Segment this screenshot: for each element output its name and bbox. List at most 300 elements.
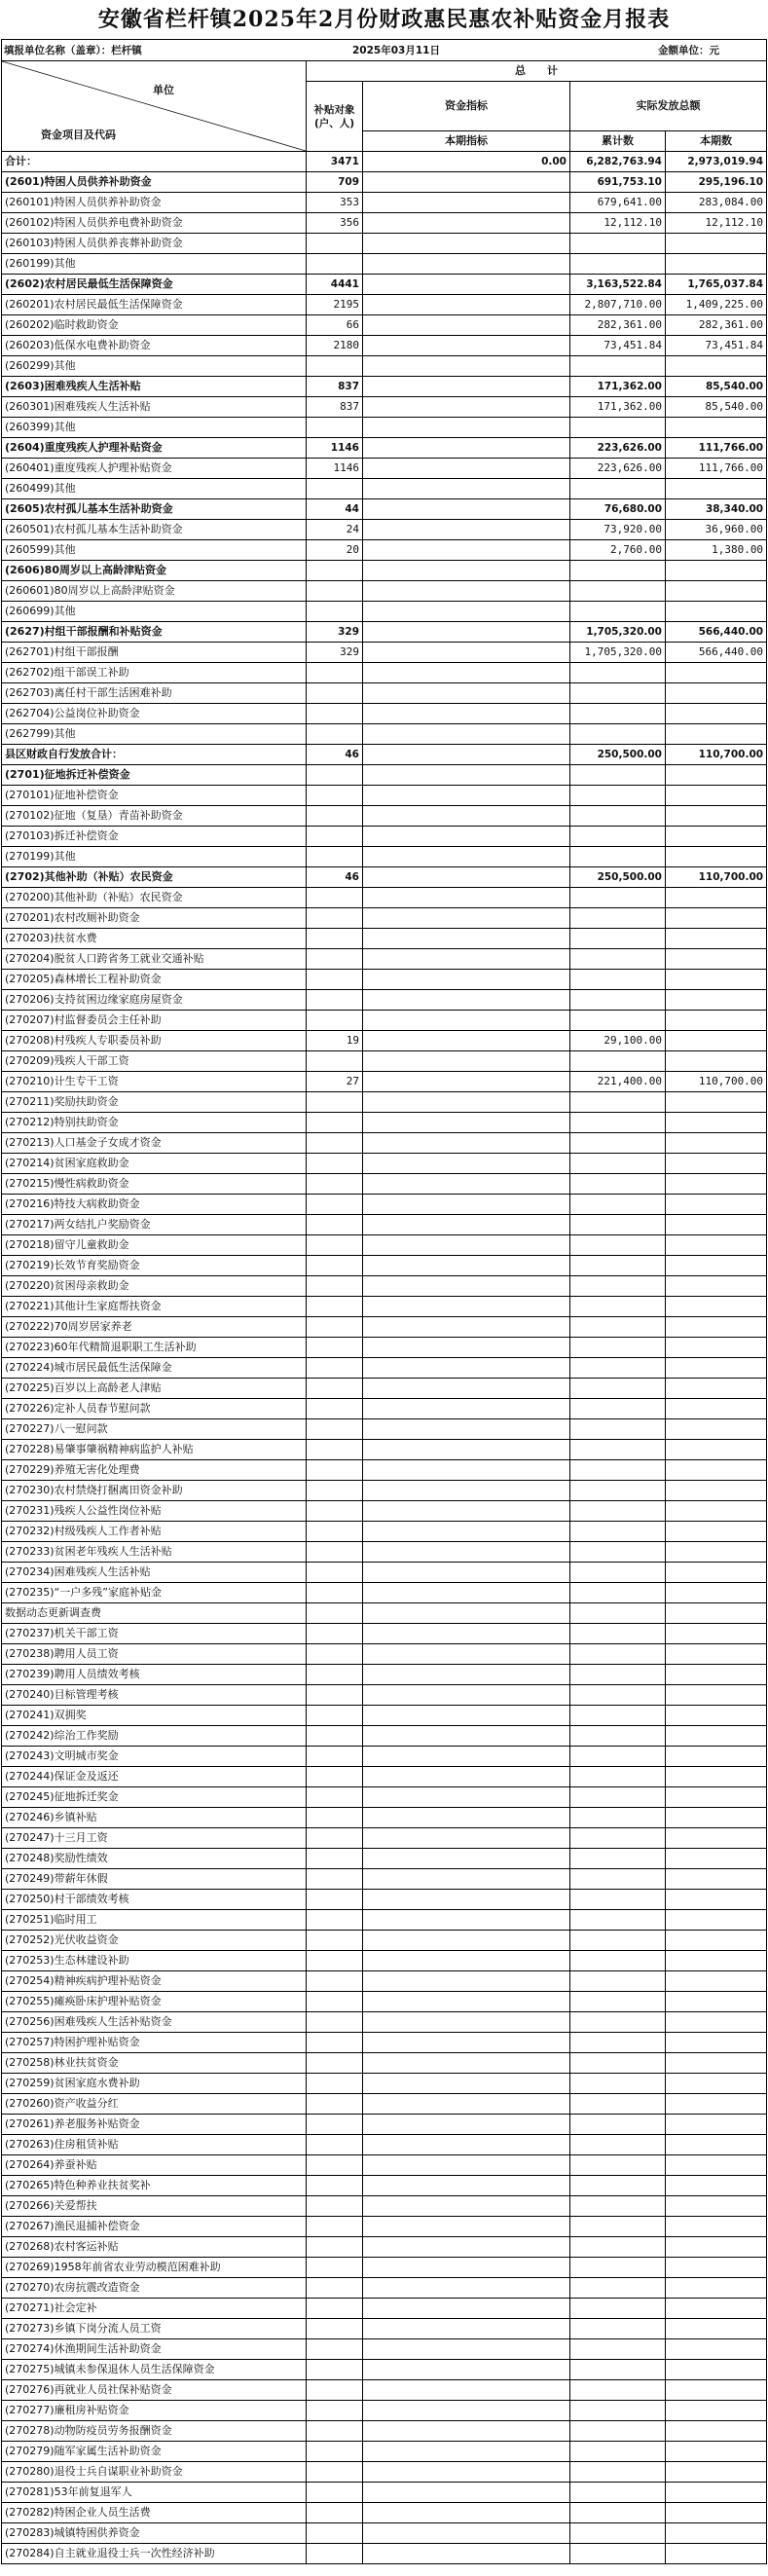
row-cumulative-cell bbox=[570, 2176, 666, 2196]
row-name-cell: (270220)贫困母亲救助金 bbox=[2, 1276, 307, 1297]
row-cumulative-cell bbox=[570, 1951, 666, 1971]
row-period-cell bbox=[666, 2033, 767, 2053]
row-name-cell: (270261)养老服务补贴资金 bbox=[2, 2115, 307, 2135]
row-quota-cell bbox=[363, 2401, 570, 2421]
row-name-cell: (2605)农村孤儿基本生活补助资金 bbox=[2, 499, 307, 520]
row-quota-cell bbox=[363, 1379, 570, 1399]
row-period-cell bbox=[666, 2442, 767, 2462]
row-quota-cell bbox=[363, 724, 570, 745]
table-row bbox=[2, 1583, 767, 1603]
row-period-cell bbox=[666, 970, 767, 990]
row-name-cell: (270224)城市居民最低生活保障金 bbox=[2, 1358, 307, 1379]
row-cumulative-cell bbox=[570, 1808, 666, 1828]
row-period-cell bbox=[666, 1849, 767, 1869]
row-recipients-cell bbox=[307, 2462, 363, 2483]
row-period-cell bbox=[666, 1890, 767, 1910]
row-cumulative-cell: 12,112.10 bbox=[570, 213, 666, 234]
row-cumulative-cell: 73,920.00 bbox=[570, 520, 666, 540]
row-quota-cell bbox=[363, 418, 570, 438]
table-row bbox=[2, 2380, 767, 2401]
row-quota-cell bbox=[363, 1072, 570, 1092]
row-quota-cell bbox=[363, 827, 570, 847]
row-period-cell bbox=[666, 990, 767, 1011]
row-cumulative-cell: 29,100.00 bbox=[570, 1031, 666, 1051]
row-cumulative-cell bbox=[570, 1726, 666, 1747]
row-quota-cell bbox=[363, 929, 570, 949]
row-recipients-cell bbox=[307, 929, 363, 949]
row-name-cell: (270218)留守儿童救助金 bbox=[2, 1235, 307, 1256]
row-cumulative-cell bbox=[570, 254, 666, 275]
table-row bbox=[2, 1685, 767, 1706]
row-name-cell: (270251)临时用工 bbox=[2, 1910, 307, 1931]
row-period-cell: 1,409,225.00 bbox=[666, 295, 767, 315]
row-cumulative-cell bbox=[570, 847, 666, 867]
row-quota-cell bbox=[363, 683, 570, 704]
row-name-cell: (260202)临时救助资金 bbox=[2, 315, 307, 336]
table-row bbox=[2, 1133, 767, 1154]
row-cumulative-cell bbox=[570, 683, 666, 704]
row-recipients-cell: 329 bbox=[307, 622, 363, 643]
row-period-cell: 566,440.00 bbox=[666, 622, 767, 643]
table-row bbox=[2, 2135, 767, 2155]
row-quota-cell bbox=[363, 2074, 570, 2094]
row-quota-cell bbox=[363, 1808, 570, 1828]
table-row bbox=[2, 1440, 767, 1460]
row-name-cell: 数据动态更新调查费 bbox=[2, 1603, 307, 1624]
row-name-cell: (270279)随军家属生活补助资金 bbox=[2, 2442, 307, 2462]
table-row bbox=[2, 643, 767, 663]
row-period-cell: 36,960.00 bbox=[666, 520, 767, 540]
row-name-cell: (270101)征地补偿资金 bbox=[2, 786, 307, 806]
row-quota-cell bbox=[363, 1256, 570, 1276]
table-row bbox=[2, 929, 767, 949]
row-period-cell bbox=[666, 1808, 767, 1828]
row-name-cell: (270270)农房抗震改造资金 bbox=[2, 2278, 307, 2299]
row-name-cell: (270211)奖励扶助资金 bbox=[2, 1092, 307, 1113]
row-recipients-cell bbox=[307, 2258, 363, 2278]
row-period-cell bbox=[666, 2339, 767, 2360]
table-row bbox=[2, 2237, 767, 2258]
row-recipients-cell bbox=[307, 949, 363, 970]
row-cumulative-cell bbox=[570, 806, 666, 827]
row-name-cell: (2702)其他补助（补贴）农民资金 bbox=[2, 867, 307, 888]
row-name-cell: (270276)再就业人员社保补贴资金 bbox=[2, 2380, 307, 2401]
row-recipients-cell: 44 bbox=[307, 499, 363, 520]
row-recipients-cell bbox=[307, 806, 363, 827]
row-quota-cell bbox=[363, 1890, 570, 1910]
table-row bbox=[2, 888, 767, 908]
table-row bbox=[2, 1379, 767, 1399]
row-period-cell bbox=[666, 1992, 767, 2012]
row-quota-cell bbox=[363, 1665, 570, 1685]
row-name-cell: (270223)60年代精简退职职工生活补助 bbox=[2, 1338, 307, 1358]
row-quota-cell bbox=[363, 643, 570, 663]
row-cumulative-cell bbox=[570, 418, 666, 438]
row-period-cell bbox=[666, 724, 767, 745]
row-period-cell bbox=[666, 2094, 767, 2115]
row-quota-cell bbox=[363, 908, 570, 929]
row-period-cell bbox=[666, 806, 767, 827]
header-quota-period: 本期指标 bbox=[363, 131, 570, 152]
table-row bbox=[2, 1869, 767, 1890]
row-quota-cell bbox=[363, 1869, 570, 1890]
row-quota-cell bbox=[363, 1011, 570, 1031]
row-name-cell: (270207)村监督委员会主任补助 bbox=[2, 1011, 307, 1031]
row-period-cell bbox=[666, 1460, 767, 1481]
row-quota-cell bbox=[363, 1992, 570, 2012]
row-period-cell bbox=[666, 2523, 767, 2544]
table-row bbox=[2, 540, 767, 561]
row-name-cell: (270222)70周岁居家养老 bbox=[2, 1317, 307, 1338]
row-name-cell: (270239)聘用人员绩效考核 bbox=[2, 1665, 307, 1685]
row-quota-cell bbox=[363, 765, 570, 786]
row-recipients-cell bbox=[307, 479, 363, 499]
row-period-cell bbox=[666, 1624, 767, 1644]
row-cumulative-cell bbox=[570, 1092, 666, 1113]
table-row bbox=[2, 2544, 767, 2564]
table-row bbox=[2, 2155, 767, 2176]
row-period-cell bbox=[666, 663, 767, 683]
row-cumulative-cell: 221,400.00 bbox=[570, 1072, 666, 1092]
table-row bbox=[2, 2442, 767, 2462]
row-quota-cell bbox=[363, 1481, 570, 1501]
table-row bbox=[2, 683, 767, 704]
row-period-cell bbox=[666, 1092, 767, 1113]
row-name-cell: (270259)贫困家庭水费补助 bbox=[2, 2074, 307, 2094]
row-period-cell bbox=[666, 1603, 767, 1624]
row-recipients-cell bbox=[307, 1113, 363, 1133]
row-cumulative-cell: 171,362.00 bbox=[570, 397, 666, 418]
row-quota-cell bbox=[363, 1624, 570, 1644]
row-name-cell: (270252)光伏收益资金 bbox=[2, 1931, 307, 1951]
table-row bbox=[2, 867, 767, 888]
row-recipients-cell bbox=[307, 663, 363, 683]
row-cumulative-cell bbox=[570, 356, 666, 377]
row-quota-cell bbox=[363, 2544, 570, 2564]
row-name-cell: (270206)支持贫困边缘家庭房屋资金 bbox=[2, 990, 307, 1011]
row-quota-cell bbox=[363, 1031, 570, 1051]
row-period-cell bbox=[666, 683, 767, 704]
table-row bbox=[2, 2503, 767, 2523]
row-quota-cell bbox=[363, 1215, 570, 1235]
table-row bbox=[2, 1113, 767, 1133]
row-recipients-cell bbox=[307, 1195, 363, 1215]
row-period-cell: 111,766.00 bbox=[666, 438, 767, 459]
row-name-cell: (260499)其他 bbox=[2, 479, 307, 499]
row-cumulative-cell bbox=[570, 2339, 666, 2360]
row-period-cell bbox=[666, 1031, 767, 1051]
row-name-cell: (270283)城镇特困供养资金 bbox=[2, 2523, 307, 2544]
row-recipients-cell: 3471 bbox=[307, 152, 363, 172]
row-name-cell: (270241)双拥奖 bbox=[2, 1706, 307, 1726]
row-recipients-cell bbox=[307, 1808, 363, 1828]
row-period-cell: 1,380.00 bbox=[666, 540, 767, 561]
row-recipients-cell bbox=[307, 847, 363, 867]
row-period-cell bbox=[666, 1215, 767, 1235]
row-name-cell: (270267)渔民退捕补偿资金 bbox=[2, 2217, 307, 2237]
row-cumulative-cell bbox=[570, 888, 666, 908]
row-name-cell: (270102)征地（复垦）青苗补助资金 bbox=[2, 806, 307, 827]
row-period-cell bbox=[666, 2115, 767, 2135]
row-name-cell: (270221)其他计生家庭帮扶资金 bbox=[2, 1297, 307, 1317]
row-cumulative-cell bbox=[570, 2360, 666, 2380]
row-period-cell bbox=[666, 418, 767, 438]
row-recipients-cell bbox=[307, 1542, 363, 1563]
row-quota-cell bbox=[363, 1644, 570, 1665]
row-name-cell: (270250)村干部绩效考核 bbox=[2, 1890, 307, 1910]
header-paid-period: 本期数 bbox=[666, 131, 767, 152]
row-cumulative-cell bbox=[570, 581, 666, 602]
row-cumulative-cell: 73,451.84 bbox=[570, 336, 666, 356]
row-quota-cell bbox=[363, 888, 570, 908]
row-cumulative-cell bbox=[570, 1481, 666, 1501]
row-period-cell bbox=[666, 254, 767, 275]
row-name-cell: (270265)特色种养业扶贫奖补 bbox=[2, 2176, 307, 2196]
row-cumulative-cell: 250,500.00 bbox=[570, 867, 666, 888]
row-cumulative-cell bbox=[570, 1603, 666, 1624]
table-row bbox=[2, 2053, 767, 2074]
row-recipients-cell: 66 bbox=[307, 315, 363, 336]
row-period-cell bbox=[666, 1011, 767, 1031]
row-recipients-cell bbox=[307, 1317, 363, 1338]
row-recipients-cell bbox=[307, 888, 363, 908]
header-paid-cumulative: 累计数 bbox=[570, 131, 666, 152]
table-row bbox=[2, 2421, 767, 2442]
row-quota-cell bbox=[363, 1317, 570, 1338]
table-row bbox=[2, 724, 767, 745]
table-row bbox=[2, 2217, 767, 2237]
row-name-cell: (270284)自主就业退役士兵一次性经济补助 bbox=[2, 2544, 307, 2564]
row-cumulative-cell bbox=[570, 1971, 666, 1992]
row-period-cell bbox=[666, 827, 767, 847]
row-recipients-cell bbox=[307, 1256, 363, 1276]
row-recipients-cell bbox=[307, 2339, 363, 2360]
row-recipients-cell bbox=[307, 1174, 363, 1195]
row-period-cell bbox=[666, 1931, 767, 1951]
table-row bbox=[2, 2339, 767, 2360]
row-quota-cell bbox=[363, 704, 570, 724]
row-name-cell: (270244)保证金及返还 bbox=[2, 1767, 307, 1787]
table-row bbox=[2, 786, 767, 806]
row-name-cell: (270237)机关干部工资 bbox=[2, 1624, 307, 1644]
row-cumulative-cell bbox=[570, 724, 666, 745]
table-row bbox=[2, 1011, 767, 1031]
row-quota-cell bbox=[363, 1603, 570, 1624]
row-cumulative-cell bbox=[570, 2523, 666, 2544]
row-name-cell: (270205)森林增长工程补助资金 bbox=[2, 970, 307, 990]
row-period-cell bbox=[666, 1133, 767, 1154]
row-quota-cell bbox=[363, 499, 570, 520]
row-cumulative-cell bbox=[570, 663, 666, 683]
row-period-cell bbox=[666, 949, 767, 970]
row-period-cell bbox=[666, 1317, 767, 1338]
row-quota-cell bbox=[363, 1706, 570, 1726]
table-row bbox=[2, 2278, 767, 2299]
row-cumulative-cell: 2,807,710.00 bbox=[570, 295, 666, 315]
table-row bbox=[2, 1235, 767, 1256]
row-name-cell: (260201)农村居民最低生活保障资金 bbox=[2, 295, 307, 315]
row-name-cell: (260101)特困人员供养补助资金 bbox=[2, 193, 307, 213]
table-row bbox=[2, 1890, 767, 1910]
row-quota-cell bbox=[363, 1297, 570, 1317]
row-name-cell: (270248)奖励性绩效 bbox=[2, 1849, 307, 1869]
row-name-cell: (270263)住房租赁补贴 bbox=[2, 2135, 307, 2155]
row-cumulative-cell bbox=[570, 2278, 666, 2299]
row-cumulative-cell bbox=[570, 2135, 666, 2155]
row-quota-cell bbox=[363, 1154, 570, 1174]
row-period-cell bbox=[666, 581, 767, 602]
row-period-cell bbox=[666, 2258, 767, 2278]
row-name-cell: (260401)重度残疾人护理补贴资金 bbox=[2, 459, 307, 479]
row-cumulative-cell: 223,626.00 bbox=[570, 438, 666, 459]
header-total: 总 计 bbox=[307, 61, 767, 82]
row-recipients-cell bbox=[307, 724, 363, 745]
row-recipients-cell bbox=[307, 1092, 363, 1113]
row-name-cell: (270245)征地拆迁奖金 bbox=[2, 1787, 307, 1808]
row-period-cell bbox=[666, 1399, 767, 1419]
row-recipients-cell: 4441 bbox=[307, 275, 363, 295]
row-recipients-cell bbox=[307, 683, 363, 704]
row-name-cell: (270247)十三月工资 bbox=[2, 1828, 307, 1849]
row-period-cell bbox=[666, 2483, 767, 2503]
row-name-cell: 合计： bbox=[2, 152, 307, 172]
row-recipients-cell bbox=[307, 2523, 363, 2544]
row-name-cell: (260299)其他 bbox=[2, 356, 307, 377]
row-name-cell: (270249)带薪年休假 bbox=[2, 1869, 307, 1890]
row-name-cell: (260601)80周岁以上高龄津贴资金 bbox=[2, 581, 307, 602]
table-row bbox=[2, 2176, 767, 2196]
row-period-cell bbox=[666, 2278, 767, 2299]
row-quota-cell bbox=[363, 295, 570, 315]
row-period-cell: 1,765,037.84 bbox=[666, 275, 767, 295]
row-period-cell: 110,700.00 bbox=[666, 867, 767, 888]
row-cumulative-cell bbox=[570, 908, 666, 929]
row-period-cell bbox=[666, 1276, 767, 1297]
row-quota-cell bbox=[363, 2380, 570, 2401]
row-recipients-cell: 19 bbox=[307, 1031, 363, 1051]
row-name-cell: (270232)村级残疾人工作者补贴 bbox=[2, 1522, 307, 1542]
row-recipients-cell: 27 bbox=[307, 1072, 363, 1092]
row-recipients-cell bbox=[307, 1971, 363, 1992]
table-row bbox=[2, 1563, 767, 1583]
table-row bbox=[2, 397, 767, 418]
row-cumulative-cell bbox=[570, 1869, 666, 1890]
row-period-cell bbox=[666, 1951, 767, 1971]
row-quota-cell bbox=[363, 1747, 570, 1767]
table-row bbox=[2, 561, 767, 581]
row-name-cell: (2606)80周岁以上高龄津贴资金 bbox=[2, 561, 307, 581]
table-row bbox=[2, 581, 767, 602]
row-name-cell: (270278)动物防疫员劳务报酬资金 bbox=[2, 2421, 307, 2442]
row-recipients-cell bbox=[307, 602, 363, 622]
row-period-cell bbox=[666, 1522, 767, 1542]
row-name-cell: (270264)养蚕补贴 bbox=[2, 2155, 307, 2176]
row-recipients-cell bbox=[307, 1501, 363, 1522]
row-cumulative-cell bbox=[570, 1256, 666, 1276]
table-row bbox=[2, 806, 767, 827]
row-period-cell bbox=[666, 2135, 767, 2155]
row-quota-cell bbox=[363, 1399, 570, 1419]
row-cumulative-cell bbox=[570, 1992, 666, 2012]
row-name-cell: (270230)农村禁烧打捆离田资金补助 bbox=[2, 1481, 307, 1501]
row-cumulative-cell bbox=[570, 1787, 666, 1808]
table-row bbox=[2, 213, 767, 234]
row-recipients-cell bbox=[307, 2299, 363, 2319]
row-period-cell bbox=[666, 1338, 767, 1358]
row-recipients-cell bbox=[307, 2380, 363, 2401]
row-period-cell bbox=[666, 1767, 767, 1787]
table-row bbox=[2, 1971, 767, 1992]
row-recipients-cell bbox=[307, 786, 363, 806]
row-name-cell: (270103)拆迁补偿资金 bbox=[2, 827, 307, 847]
table-row bbox=[2, 847, 767, 867]
row-recipients-cell bbox=[307, 2074, 363, 2094]
row-period-cell bbox=[666, 1235, 767, 1256]
row-name-cell: (270215)慢性病救助资金 bbox=[2, 1174, 307, 1195]
table-row bbox=[2, 2360, 767, 2380]
table-row bbox=[2, 1051, 767, 1072]
row-name-cell: 县区财政自行发放合计： bbox=[2, 745, 307, 765]
row-recipients-cell bbox=[307, 1011, 363, 1031]
table-row bbox=[2, 1828, 767, 1849]
row-cumulative-cell bbox=[570, 1460, 666, 1481]
row-quota-cell bbox=[363, 2278, 570, 2299]
row-cumulative-cell bbox=[570, 1644, 666, 1665]
header-recipients: 补贴对象(户、人) bbox=[307, 82, 363, 152]
row-name-cell: (262704)公益岗位补助资金 bbox=[2, 704, 307, 724]
row-period-cell: 2,973,019.94 bbox=[666, 152, 767, 172]
row-cumulative-cell: 76,680.00 bbox=[570, 499, 666, 520]
row-quota-cell bbox=[363, 2012, 570, 2033]
row-name-cell: (270234)困难残疾人生活补贴 bbox=[2, 1563, 307, 1583]
table-row bbox=[2, 275, 767, 295]
row-name-cell: (270213)人口基金子女成才资金 bbox=[2, 1133, 307, 1154]
row-recipients-cell bbox=[307, 1869, 363, 1890]
row-quota-cell bbox=[363, 1501, 570, 1522]
row-cumulative-cell bbox=[570, 1706, 666, 1726]
row-name-cell: (270281)53年前复退军人 bbox=[2, 2483, 307, 2503]
row-period-cell bbox=[666, 561, 767, 581]
row-name-cell: (270282)特困企业人员生活费 bbox=[2, 2503, 307, 2523]
row-cumulative-cell bbox=[570, 479, 666, 499]
table-row bbox=[2, 1072, 767, 1092]
row-name-cell: (270277)廉租房补贴资金 bbox=[2, 2401, 307, 2421]
table-row bbox=[2, 1195, 767, 1215]
row-quota-cell bbox=[363, 1849, 570, 1869]
row-cumulative-cell bbox=[570, 1133, 666, 1154]
table-row bbox=[2, 1501, 767, 1522]
row-cumulative-cell bbox=[570, 1235, 666, 1256]
row-recipients-cell bbox=[307, 561, 363, 581]
table-row bbox=[2, 1297, 767, 1317]
table-row bbox=[2, 377, 767, 397]
row-cumulative-cell: 1,705,320.00 bbox=[570, 622, 666, 643]
row-recipients-cell bbox=[307, 1706, 363, 1726]
row-cumulative-cell bbox=[570, 1399, 666, 1419]
row-name-cell: (270208)村残疾人专职委员补助 bbox=[2, 1031, 307, 1051]
row-name-cell: (270274)休渔期间生活补助资金 bbox=[2, 2339, 307, 2360]
row-period-cell bbox=[666, 1358, 767, 1379]
row-period-cell bbox=[666, 1440, 767, 1460]
table-row bbox=[2, 949, 767, 970]
row-period-cell: 295,196.10 bbox=[666, 172, 767, 193]
row-cumulative-cell bbox=[570, 2217, 666, 2237]
row-quota-cell bbox=[363, 2135, 570, 2155]
table-row bbox=[2, 152, 767, 172]
report-title: 安徽省栏杆镇2025年2月份财政惠民惠农补贴资金月报表 bbox=[97, 7, 671, 32]
table-row bbox=[2, 745, 767, 765]
row-period-cell bbox=[666, 2176, 767, 2196]
